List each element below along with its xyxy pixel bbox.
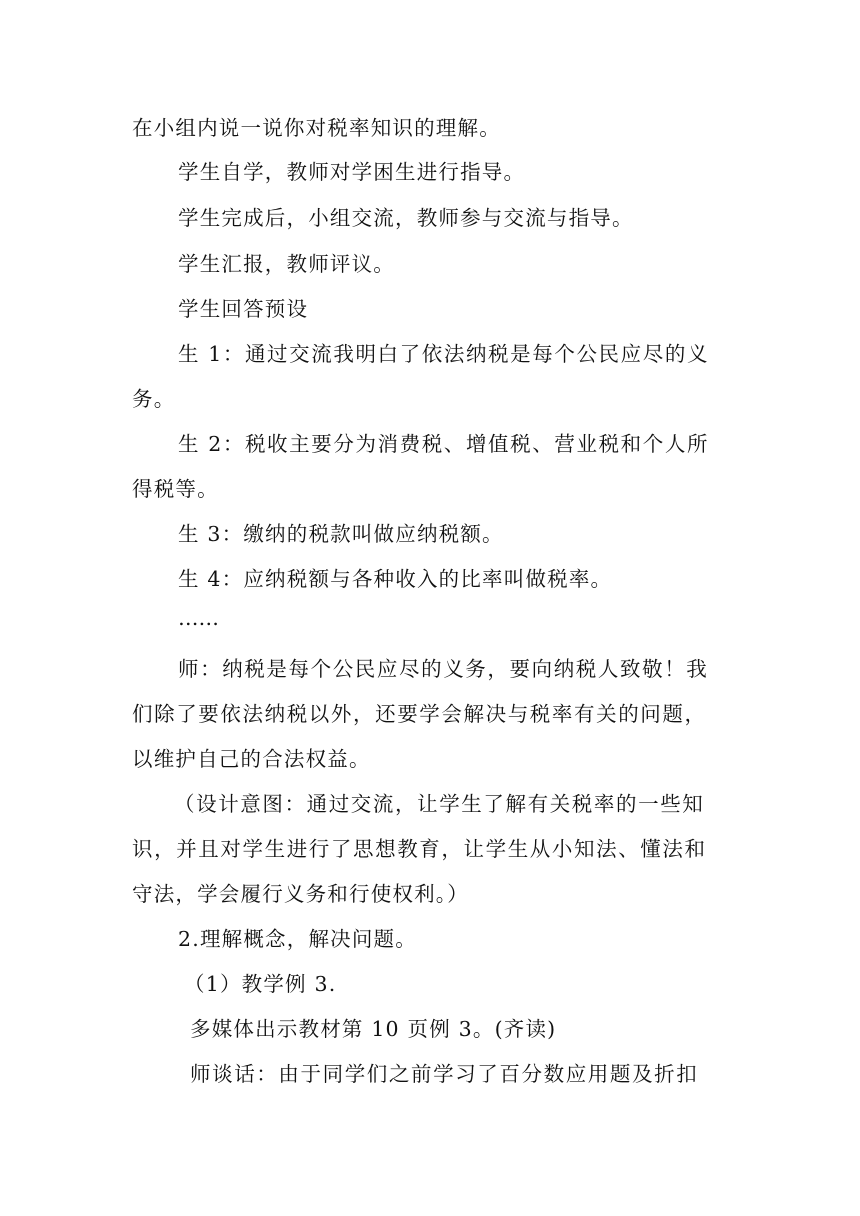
- text-line-student-4: 生 4：应纳税额与各种收入的比率叫做税率。: [178, 567, 613, 591]
- text-line-group-exchange: 学生完成后，小组交流，教师参与交流与指导。: [178, 206, 634, 230]
- text-line-student-1: 生 1：通过交流我明白了依法纳税是每个公民应尽的义: [178, 342, 710, 366]
- subsection-heading-example-3: （1）教学例 3.: [184, 972, 337, 996]
- text-line-design-intent-2: 识，并且对学生进行了思想教育，让学生从小知法、懂法和: [132, 837, 707, 861]
- text-line-student-2-cont: 得税等。: [132, 477, 219, 501]
- text-line-design-intent-1: （设计意图：通过交流，让学生了解有关税率的一些知: [174, 792, 705, 816]
- text-line-answer-preset: 学生回答预设: [178, 297, 309, 321]
- text-line-self-study: 学生自学，教师对学困生进行指导。: [178, 160, 526, 184]
- text-line-student-report: 学生汇报，教师评议。: [178, 252, 395, 276]
- text-line-ellipsis: ……: [178, 606, 219, 630]
- text-line-teacher-1: 师：纳税是每个公民应尽的义务，要向纳税人致敬！我: [178, 657, 709, 681]
- text-line-student-1-cont: 务。: [132, 387, 176, 411]
- text-line-teacher-talk: 师谈话：由于同学们之前学习了百分数应用题及折扣: [190, 1062, 699, 1086]
- text-line-student-3: 生 3：缴纳的税款叫做应纳税额。: [178, 522, 504, 546]
- text-line-teacher-2: 们除了要依法纳税以外，还要学会解决与税率有关的问题，: [132, 702, 707, 726]
- text-line-student-2: 生 2：税收主要分为消费税、增值税、营业税和个人所: [178, 432, 710, 456]
- text-line-multimedia: 多媒体出示教材第 10 页例 3。(齐读): [190, 1017, 557, 1041]
- section-heading-understand-concept: 2.理解概念，解决问题。: [178, 927, 417, 951]
- text-line-teacher-3: 以维护自己的合法权益。: [132, 747, 371, 771]
- text-line-design-intent-3: 守法，学会履行义务和行使权利。）: [132, 882, 469, 906]
- text-line-group-discussion: 在小组内说一说你对税率知识的理解。: [132, 116, 501, 140]
